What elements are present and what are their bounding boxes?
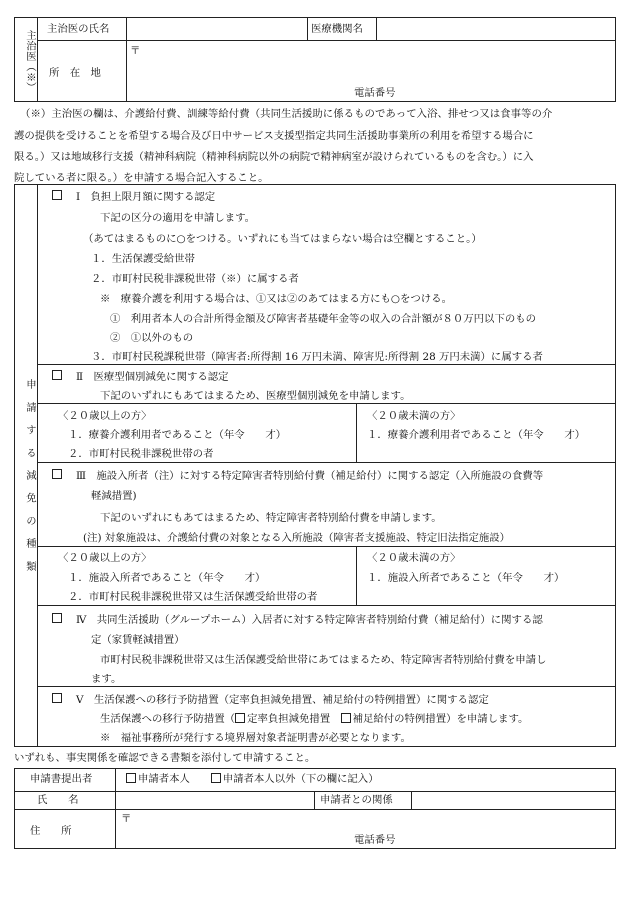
section-1-line: ① 利用者本人の合計所得金額及び障害者基礎年金等の収入の合計額が８０万円以下のもの xyxy=(110,313,537,325)
relation-label: 申請者との関係 xyxy=(320,794,393,806)
postal-mark: 〒 xyxy=(130,45,141,57)
physician-phone-label: 電話番号 xyxy=(354,87,396,99)
section-2-checkbox[interactable] xyxy=(52,370,64,383)
submitter-address-field[interactable] xyxy=(135,812,613,832)
section-2-desc: 下記のいずれにもあてはまるため、医療型個別減免を申請します。 xyxy=(100,390,411,402)
section-5-desc-pre: 生活保護への移行予防措置（ xyxy=(100,713,236,725)
institution-field[interactable] xyxy=(378,19,613,39)
physician-note-line: 護の提供を受けることを希望する場合及び日中サービス支援型指定共同生活援助事業所の利用を希望する場合に xyxy=(14,130,534,142)
section-3-title: Ⅲ 施設入所者（注）に対する特定障害者特別給付費（補足給付）に関する認定（入所施設の食費等 xyxy=(76,470,544,482)
section-1-line: ２．市町村民税非課税世帯（※）に属する者 xyxy=(91,273,299,285)
section-5-desc-post: ）を申請します。 xyxy=(446,713,529,725)
section-1-line: （あてはまるものに○をつける。いずれにも当てはまらない場合は空欄とすること。） xyxy=(83,233,482,245)
submitter-phone-label: 電話番号 xyxy=(354,834,396,846)
section-5-checkbox[interactable] xyxy=(52,693,64,706)
section-1-line: ３．市町村民税課税世帯（障害者:所得割 16 万円未満、障害児:所得割 28 万円未満）に属する者 xyxy=(91,351,543,363)
section-1-line: １．生活保護受給世帯 xyxy=(91,253,195,265)
submitter-options xyxy=(126,773,379,786)
section-5-note: ※ 福祉事務所が発行する境界層対象者証明書が必要となります。 xyxy=(100,732,411,744)
section-3-left-item: １．施設入所者であること（年令 才） xyxy=(68,572,266,584)
physician-side-label: 主治医（※） xyxy=(24,29,36,93)
submitter-other-checkbox[interactable] xyxy=(211,773,223,785)
section-1-line: 下記の区分の適用を申請します。 xyxy=(100,212,256,224)
relation-field[interactable] xyxy=(413,793,613,808)
submitter-name-label: 氏 名 xyxy=(37,794,79,806)
section-2-right-item: １．療養介護利用者であること（年令 才） xyxy=(367,429,586,441)
reduction-side-label: 申請する減免の種類 xyxy=(24,378,36,584)
section-5-desc xyxy=(100,713,528,726)
supplementary-benefit-label: 補足給付の特例措置 xyxy=(352,713,447,725)
physician-note-line: 院している者に限る。）を申請する場合記入すること。 xyxy=(14,172,269,184)
section-1-title: Ⅰ 負担上限月額に関する認定 xyxy=(76,191,216,203)
section-2-left-item: １．療養介護利用者であること（年令 才） xyxy=(68,429,287,441)
section-1-checkbox[interactable] xyxy=(52,190,64,203)
section-3-checkbox[interactable] xyxy=(52,469,64,482)
section-3-title-cont: 軽減措置) xyxy=(91,490,137,502)
submitter-self-checkbox[interactable] xyxy=(126,773,138,785)
section-4-title: Ⅳ 共同生活援助（グループホーム）入居者に対する特定障害者特別給付費（補足給付）に関する認 xyxy=(76,614,543,626)
section-2-left-item: ２．市町村民税非課税世帯の者 xyxy=(68,448,214,460)
section-3-right-head: 〈２０歳未満の方〉 xyxy=(367,552,461,564)
physician-note-line: （※）主治医の欄は、介護給付費、訓練等給付費（共同生活援助に係るものであって入浴、排せつ又は食事等の介 xyxy=(20,108,553,120)
institution-label: 医療機関名 xyxy=(311,23,363,35)
section-1-line: ② ①以外のもの xyxy=(110,332,194,344)
physician-address-field[interactable] xyxy=(144,44,614,84)
section-3-left-item: ２．市町村民税非課税世帯又は生活保護受給世帯の者 xyxy=(68,591,318,603)
section-5-title: Ⅴ 生活保護への移行予防措置（定率負担減免措置、補足給付の特例措置）に関する認定 xyxy=(76,694,489,706)
physician-phone-field[interactable] xyxy=(410,86,614,100)
section-3-left-head: 〈２０歳以上の方〉 xyxy=(58,552,152,564)
submitter-self-label: 申請者本人 xyxy=(138,773,190,785)
section-2-right-head: 〈２０歳未満の方〉 xyxy=(367,410,461,422)
submitter-postal-mark: 〒 xyxy=(121,813,132,825)
physician-name-field[interactable] xyxy=(128,19,305,39)
section-3-note: (注) 対象施設は、介護給付費の対象となる入所施設（障害者支援施設、特定旧法指定施設） xyxy=(83,532,511,544)
section-3-right-item: １．施設入所者であること（年令 才） xyxy=(367,572,565,584)
fixed-rate-reduction-label: 定率負担減免措置 xyxy=(247,713,331,725)
section-3-desc: 下記のいずれにもあてはまるため、特定障害者特別給付費を申請します。 xyxy=(100,512,442,524)
section-4-checkbox[interactable] xyxy=(52,613,64,626)
section-4-title-cont: 定（家賃軽減措置） xyxy=(91,634,185,646)
submitter-name-field[interactable] xyxy=(117,793,313,808)
submitter-other-label: 申請者本人以外（下の欄に記入） xyxy=(222,773,379,785)
submitter-phone-field[interactable] xyxy=(410,833,614,847)
fixed-rate-reduction-checkbox[interactable] xyxy=(235,713,247,725)
physician-name-label: 主治医の氏名 xyxy=(47,23,110,35)
section-2-left-head: 〈２０歳以上の方〉 xyxy=(58,410,152,422)
submitter-label: 申請書提出者 xyxy=(30,773,93,785)
physician-note-line: 限る。）又は地域移行支援（精神科病院（精神科病院以外の病院で精神病室が設けられているものを含む。）に入 xyxy=(14,151,534,163)
section-4-desc: 市町村民税非課税世帯又は生活保護受給世帯にあてはまるため、特定障害者特別給付費を申請し xyxy=(100,654,547,666)
section-1-line: ※ 療養介護を利用する場合は、①又は②のあてはまる方にも○をつける。 xyxy=(100,293,452,305)
physician-address-label: 所 在 地 xyxy=(49,67,101,79)
supplementary-benefit-checkbox[interactable] xyxy=(341,713,353,725)
submitter-address-label: 住 所 xyxy=(30,825,72,837)
section-2-title: Ⅱ 医療型個別減免に関する認定 xyxy=(76,371,229,383)
section-4-desc-cont: ます。 xyxy=(91,673,122,685)
attach-note: いずれも、事実関係を確認できる書類を添付して申請すること。 xyxy=(14,752,316,764)
